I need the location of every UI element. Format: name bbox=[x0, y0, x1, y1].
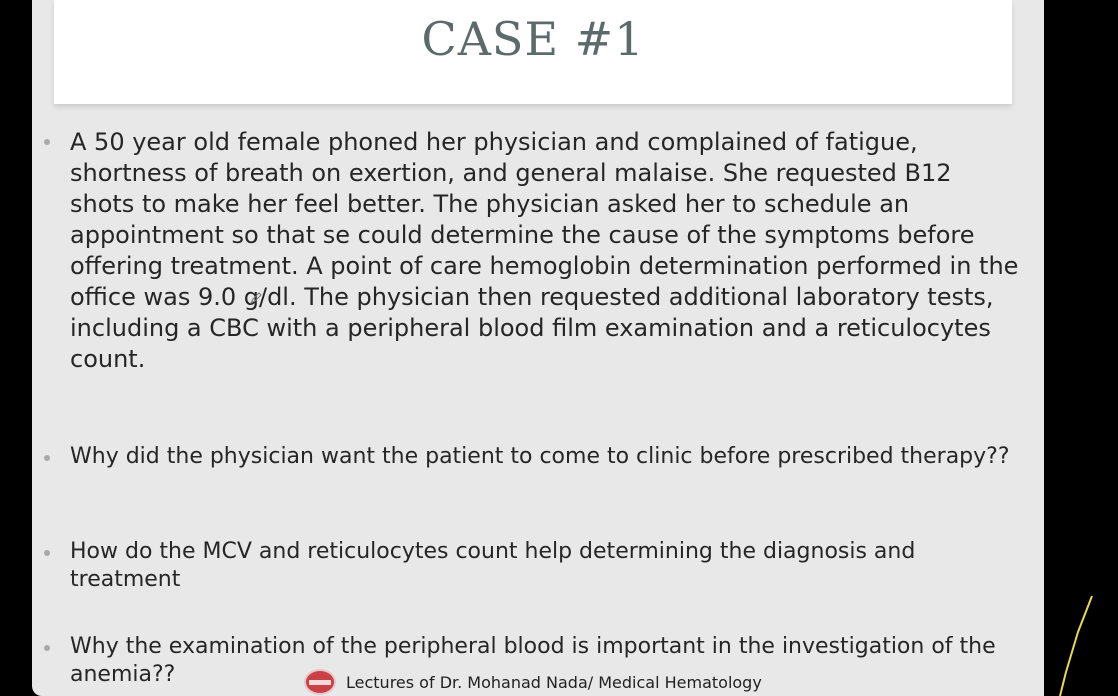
pen-annotation-stroke bbox=[1056, 592, 1096, 696]
bullet-dot bbox=[44, 550, 50, 556]
bullet-dot bbox=[44, 645, 50, 651]
bullet-text: Why did the physician want the patient to come to clinic before prescribed therapy?? bbox=[70, 444, 1010, 469]
university-logo-icon bbox=[304, 669, 336, 695]
bullet-text: How do the MCV and reticulocytes count help determining the diagnosis and treatment bbox=[70, 539, 916, 592]
bullet-dot bbox=[44, 455, 50, 461]
slide-title: CASE #1 bbox=[421, 12, 645, 66]
pen-cursor-icon bbox=[250, 292, 262, 304]
bullet-question-1 bbox=[32, 443, 1032, 503]
title-box bbox=[54, 0, 1012, 104]
bullet-dot bbox=[44, 139, 50, 145]
bullet-text: Why the examination of the peripheral blood is important in the investigation of the anemia?? bbox=[70, 634, 996, 687]
bullet-case-description bbox=[32, 127, 1032, 407]
slide-footer bbox=[304, 668, 762, 696]
footer-text: Lectures of Dr. Mohanad Nada/ Medical Hematology bbox=[346, 672, 762, 692]
slide bbox=[32, 0, 1044, 696]
bullet-question-2 bbox=[32, 538, 1032, 598]
bullet-text: A 50 year old female phoned her physician and complained of fatigue, shortness of breath on exertion, and general malaise. She requested B12 shots to make her feel better. The physician asked her to schedule an appointment so that se could determine the cause of the symptoms before offering treatment. A point of care hemoglobin determination performed in the office was 9.0 g/dl. The physician then requested additional laboratory tests, including a CBC with a peripheral blood film examination and a reticulocytes count. bbox=[70, 128, 1019, 373]
